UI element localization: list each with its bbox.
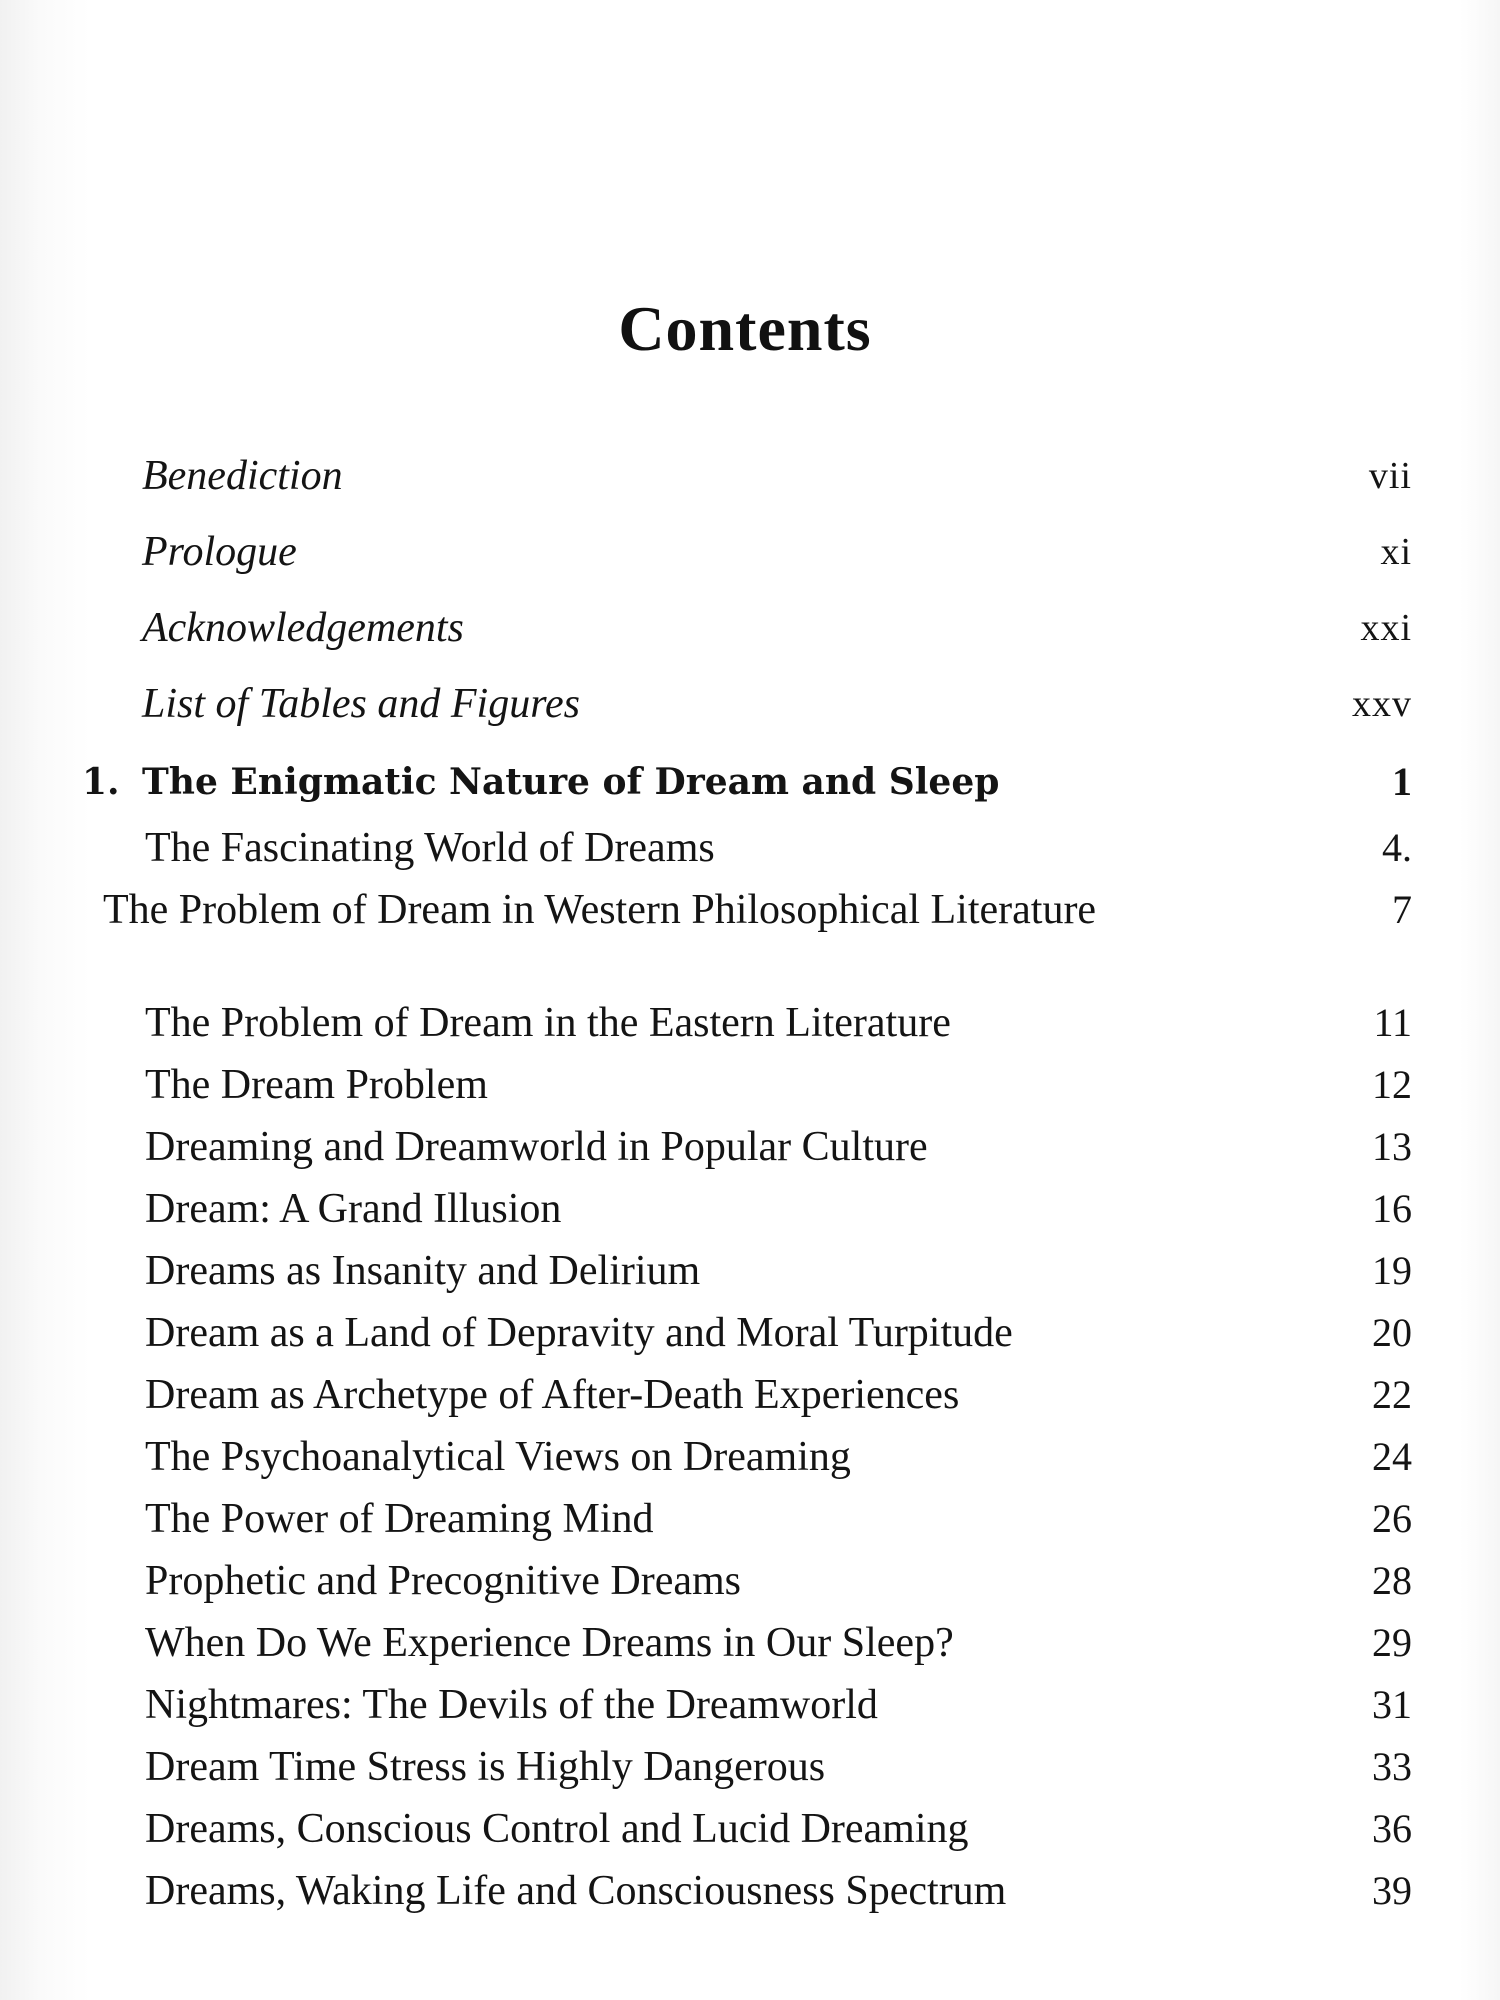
toc-entry-title: Prologue (142, 529, 297, 575)
section-page: 22 (1372, 1372, 1412, 1417)
toc-entry-title: Benediction (142, 453, 343, 499)
section-title: Dreams as Insanity and Delirium (145, 1248, 701, 1294)
section-page: 16 (1372, 1186, 1412, 1231)
section-page: 7 (1392, 887, 1412, 932)
section-page: 19 (1372, 1248, 1412, 1293)
section-page: 36 (1372, 1806, 1412, 1851)
section-page: 26 (1372, 1496, 1412, 1541)
section-title: Dream as a Land of Depravity and Moral Turpitude (145, 1310, 1013, 1356)
chapter-title: The Enigmatic Nature of Dream and Sleep (142, 761, 1000, 803)
section-title: Nightmares: The Devils of the Dreamworld (145, 1682, 878, 1728)
toc-entry-page: vii (1368, 455, 1412, 497)
section-page: 11 (1373, 1000, 1412, 1045)
section-title: Dream as Archetype of After-Death Experiences (145, 1372, 960, 1418)
section-title: The Power of Dreaming Mind (145, 1496, 654, 1542)
section-page: 24 (1372, 1434, 1412, 1479)
toc-entry-title: Acknowledgements (142, 605, 464, 651)
section-title: The Psychoanalytical Views on Dreaming (145, 1434, 851, 1480)
section-title: The Dream Problem (145, 1062, 488, 1108)
section-page: 12 (1372, 1062, 1412, 1107)
toc-entry-page: xxv (1352, 683, 1412, 725)
section-title: When Do We Experience Dreams in Our Sleep? (145, 1620, 954, 1666)
section-title: The Problem of Dream in the Eastern Literature (145, 1000, 951, 1046)
section-title: Prophetic and Precognitive Dreams (145, 1558, 741, 1604)
section-page: 13 (1372, 1124, 1412, 1169)
contents-heading: Contents (618, 293, 872, 364)
section-page: 20 (1372, 1310, 1412, 1355)
section-page: 31 (1372, 1682, 1412, 1727)
chapter-number: 1. (82, 761, 120, 803)
section-page: 29 (1372, 1620, 1412, 1665)
section-title: The Fascinating World of Dreams (145, 825, 715, 871)
section-page: 33 (1372, 1744, 1412, 1789)
section-title: Dream Time Stress is Highly Dangerous (145, 1744, 826, 1790)
toc-entry-page: xxi (1360, 607, 1412, 649)
section-page: 28 (1372, 1558, 1412, 1603)
section-title: Dream: A Grand Illusion (145, 1186, 562, 1232)
chapter-page: 1 (1392, 759, 1412, 804)
section-page: 39 (1372, 1868, 1412, 1913)
section-title: Dreams, Waking Life and Consciousness Spectrum (145, 1868, 1007, 1914)
toc-entry-title: List of Tables and Figures (142, 681, 580, 727)
section-page: 4. (1382, 825, 1412, 870)
section-title: Dreams, Conscious Control and Lucid Dreaming (145, 1806, 969, 1852)
section-title: Dreaming and Dreamworld in Popular Culture (145, 1124, 928, 1170)
toc-entry-page: xi (1380, 531, 1412, 573)
section-title: The Problem of Dream in Western Philosophical Literature (103, 887, 1097, 933)
